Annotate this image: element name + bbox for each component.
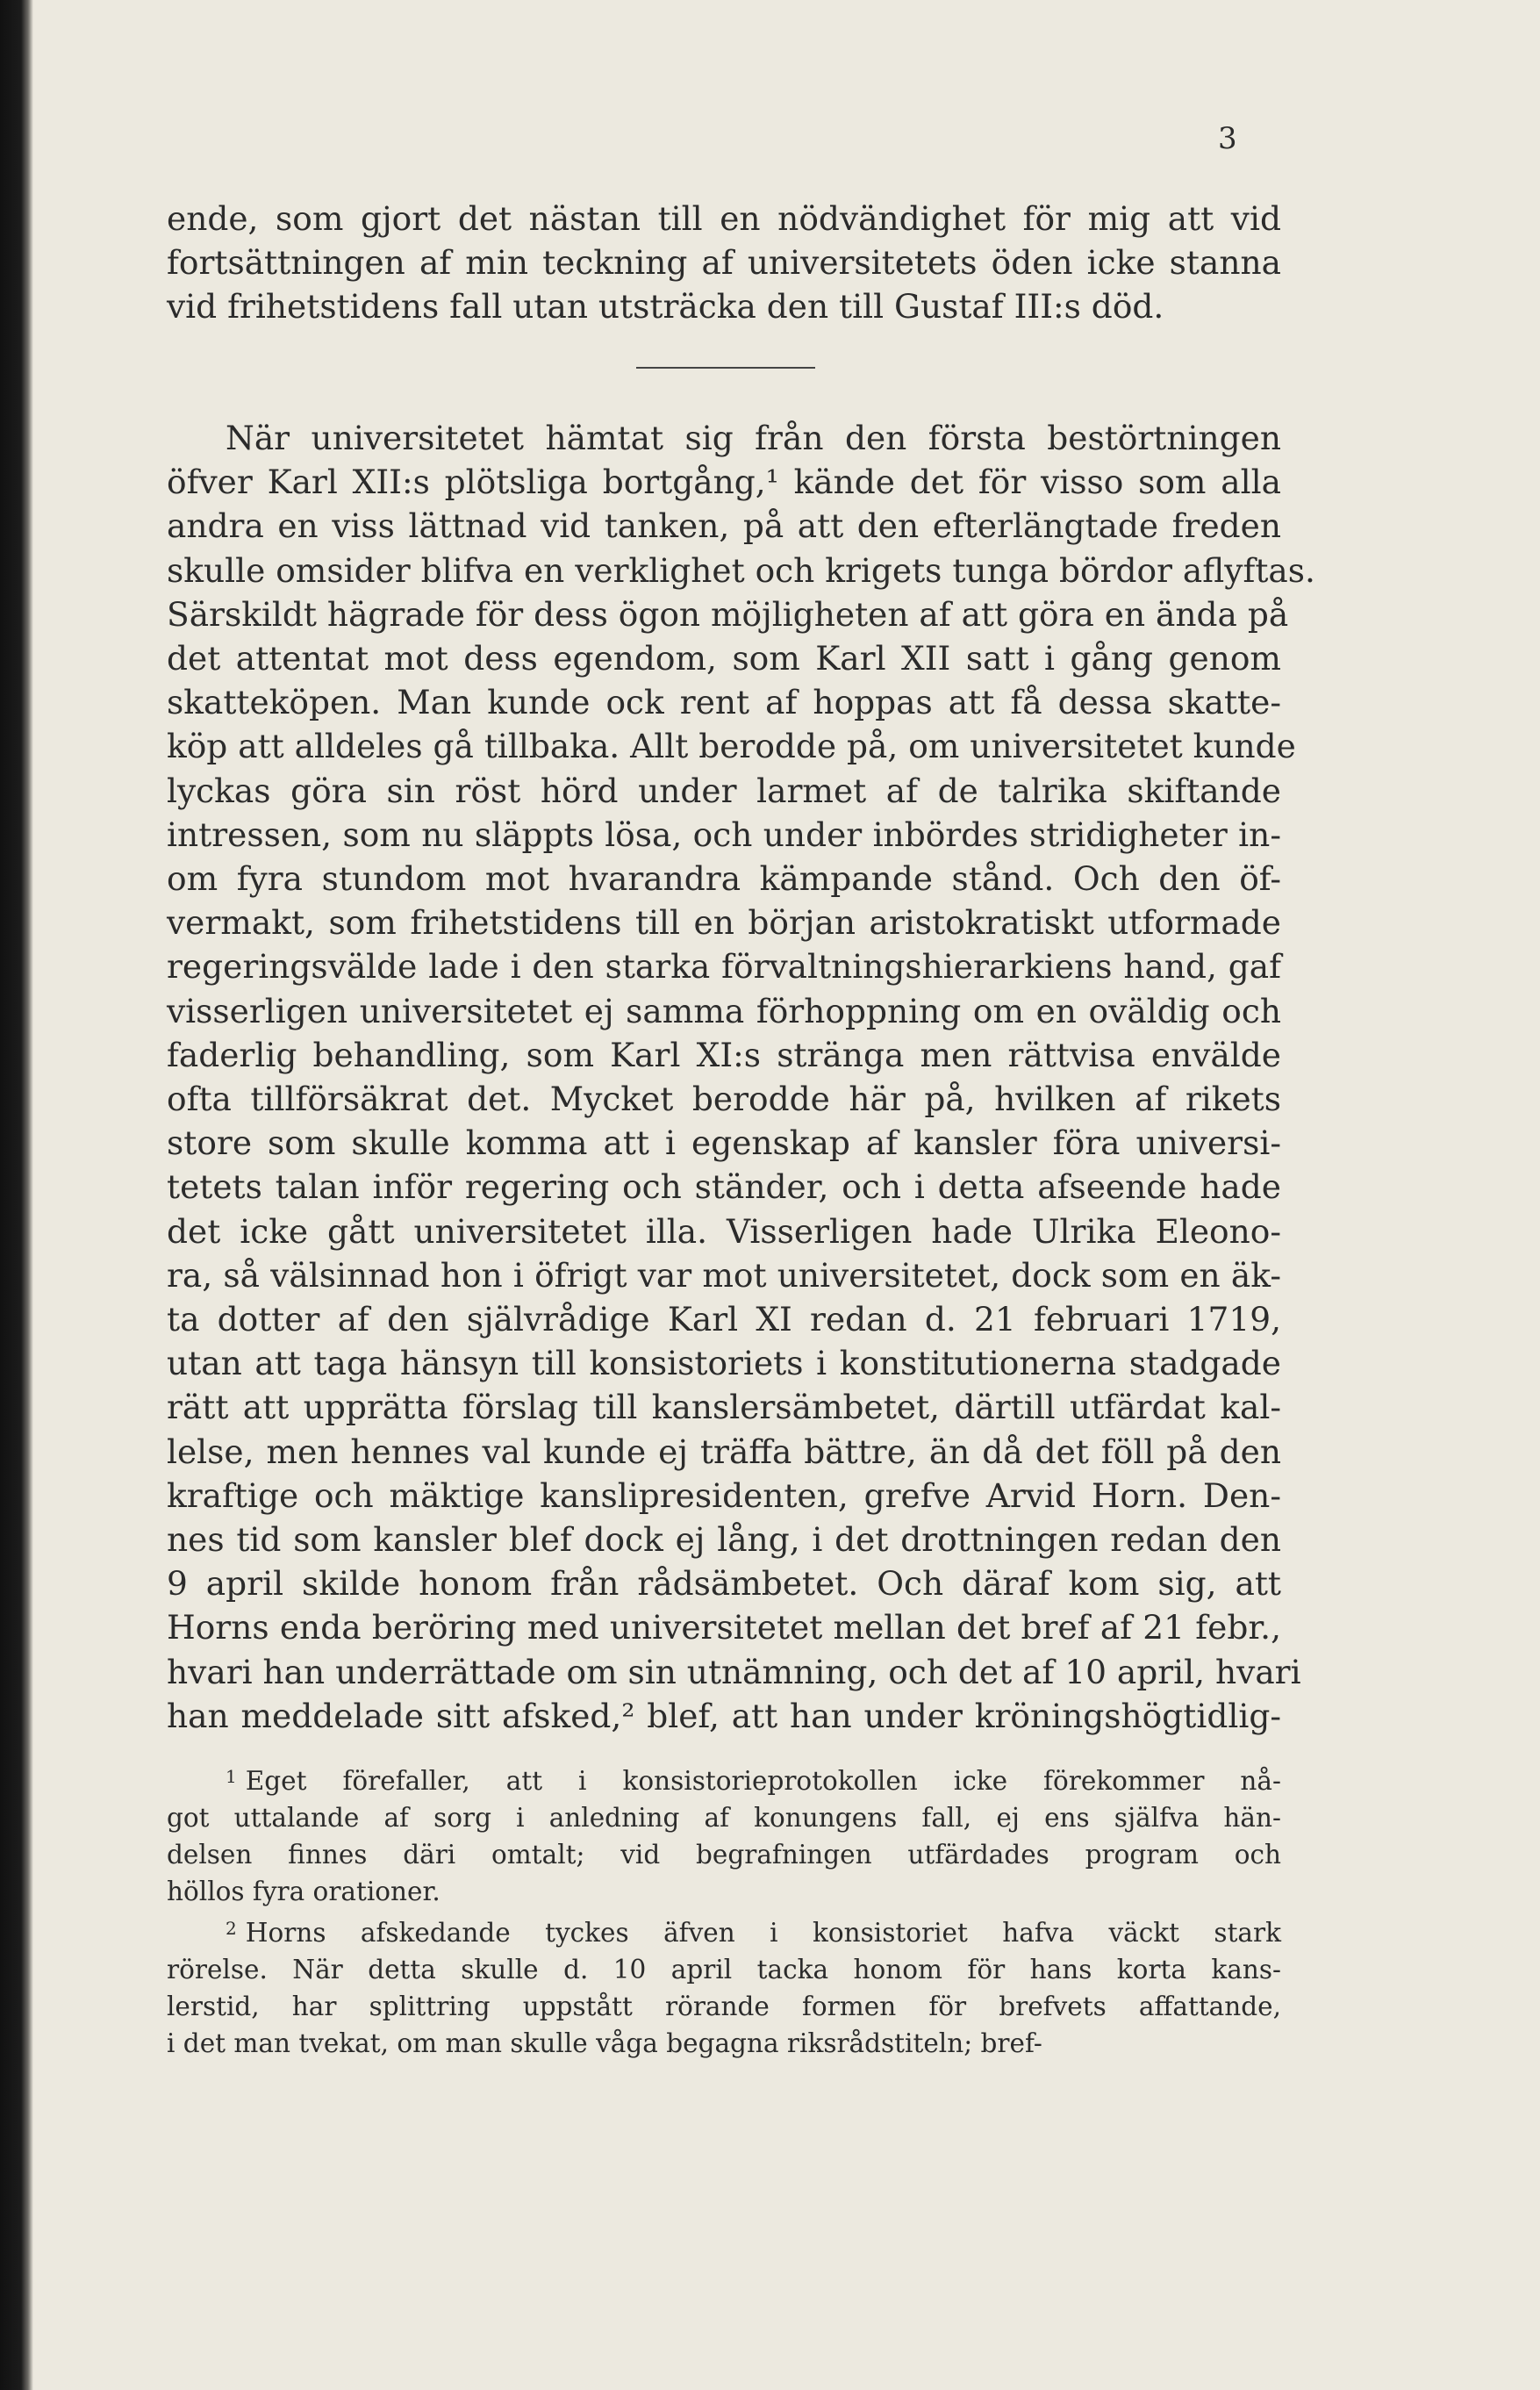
footnotes (167, 1758, 1281, 2062)
text-line: köp att alldeles gå tillbaka. Allt berodde på, om universitetet kunde (167, 727, 1296, 766)
text-line: Särskildt hägrade för dess ögon möjligheten af att göra en ända på (167, 594, 1289, 634)
text-line: lelse, men hennes val kunde ej träffa bättre, än då det föll på den (167, 1432, 1281, 1471)
text-line: om fyra stundom mot hvarandra kämpande stånd. Och den öf- (167, 859, 1281, 899)
footnote-text: Eget förefaller, att i konsistorieprotokollen icke förekommer nå- (245, 1766, 1281, 1796)
text-line: ta dotter af den självrådige Karl XI redan d. 21 februari 1719, (167, 1300, 1281, 1339)
text-line: vid frihetstidens fall utan utsträcka den till Gustaf III:s död. (167, 287, 1164, 327)
text-line: nes tid som kansler blef dock ej lång, i det drottningen redan den (167, 1520, 1281, 1560)
footnote-text: Horns afskedande tyckes äfven i konsistoriet hafva väckt stark (245, 1918, 1281, 1948)
text-line: intressen, som nu släppts lösa, och under inbördes stridigheter in- (167, 815, 1281, 854)
text-line: det icke gått universitetet illa. Visserligen hade Ulrika Eleono- (167, 1211, 1281, 1251)
footnote (167, 1758, 1281, 1910)
footnote-line (167, 1910, 1281, 1951)
text-line: faderlig behandling, som Karl XI:s stränga men rättvisa envälde (167, 1035, 1281, 1074)
text-line: skatteköpen. Man kunde ock rent af hoppas att få dessa skatte- (167, 683, 1281, 722)
text-line: ofta tillförsäkrat det. Mycket berodde här på, hvilken af rikets (167, 1080, 1281, 1119)
section-divider (636, 367, 815, 369)
footnote-line: rörelse. När detta skulle d. 10 april tacka honom för hans korta kans- (167, 1955, 1281, 1984)
text-line: visserligen universitetet ej samma förhoppning om en oväldig och (167, 991, 1281, 1030)
text-line: regeringsvälde lade i den starka förvaltningshierarkiens hand, gaf (167, 947, 1281, 987)
footnote-marker: 1 (226, 1766, 237, 1787)
text-line: vermakt, som frihetstidens till en början aristokratiskt utformade (167, 903, 1281, 943)
text-line: 9 april skilde honom från rådsämbetet. Och däraf kom sig, att (167, 1564, 1281, 1604)
text-line: utan att taga hänsyn till konsistoriets i konstitutionerna stadgade (167, 1344, 1281, 1383)
scan-binding-edge (0, 0, 33, 2390)
text-line: öfver Karl XII:s plötsliga bortgång,¹ kände det för visso som alla (167, 463, 1281, 502)
page-number: 3 (1218, 121, 1237, 156)
text-line: ende, som gjort det nästan till en nödvändighet för mig att vid (167, 199, 1281, 238)
main-paragraph (167, 416, 1315, 1738)
text-line: kraftige och mäktige kanslipresidenten, grefve Arvid Horn. Den- (167, 1475, 1281, 1515)
footnote-line: i det man tvekat, om man skulle våga begagna riksrådstiteln; bref- (167, 2028, 1042, 2058)
footnote-line: got uttalande af sorg i anledning af konungens fall, ej ens själfva hän- (167, 1803, 1281, 1833)
text-line: han meddelade sitt afsked,² blef, att han under kröningshögtidlig- (167, 1696, 1281, 1735)
footnote-line: lerstid, har splittring uppstått rörande formen för brefvets affattande, (167, 1992, 1281, 2021)
footnote (167, 1910, 1281, 2062)
text-line: Horns enda beröring med universitetet mellan det bref af 21 febr., (167, 1608, 1281, 1647)
intro-paragraph (167, 197, 1281, 329)
text-line: andra en viss lättnad vid tanken, på att den efterlängtade freden (167, 506, 1281, 546)
footnote-line: delsen finnes däri omtalt; vid begrafningen utfärdades program och (167, 1840, 1281, 1870)
footnote-line (167, 1758, 1281, 1799)
text-line: det attentat mot dess egendom, som Karl XII satt i gång genom (167, 639, 1281, 678)
text-line: rätt att upprätta förslag till kanslersämbetet, därtill utfärdat kal- (167, 1388, 1281, 1427)
footnote-marker: 2 (226, 1918, 237, 1939)
text-line: ra, så välsinnad hon i öfrigt var mot universitetet, dock som en äk- (167, 1255, 1281, 1295)
text-line: hvari han underrättade om sin utnämning, och det af 10 april, hvari (167, 1652, 1301, 1691)
text-line: När universitetet hämtat sig från den första bestörtningen (226, 419, 1281, 457)
text-line: skulle omsider blifva en verklighet och krigets tunga bördor aflyftas. (167, 550, 1315, 590)
text-line: lyckas göra sin röst hörd under larmet af de talrika skiftande (167, 771, 1281, 810)
text-line: fortsättningen af min teckning af universitetets öden icke stanna (167, 243, 1281, 283)
text-line: store som skulle komma att i egenskap af kansler föra universi- (167, 1123, 1281, 1163)
footnote-line: höllos fyra orationer. (167, 1877, 441, 1906)
text-line: tetets talan inför regering och ständer, och i detta afseende hade (167, 1167, 1281, 1207)
